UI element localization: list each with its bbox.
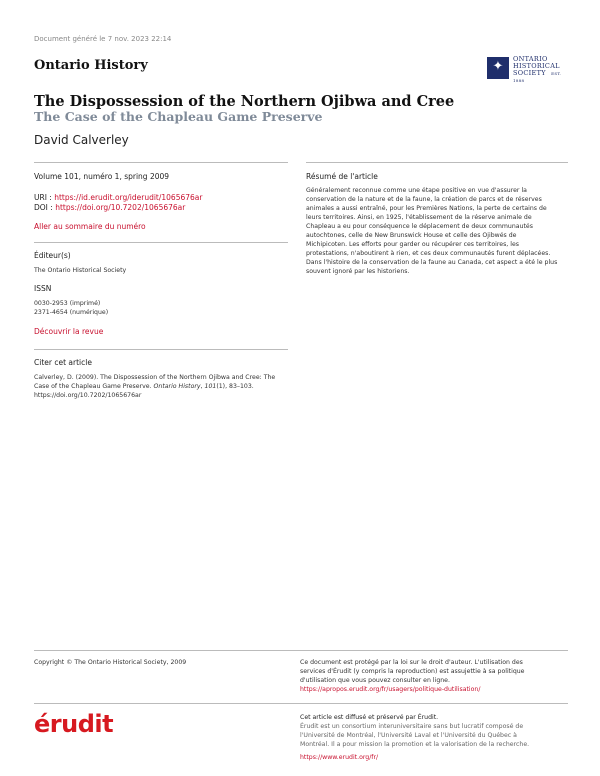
citation-text (34, 373, 294, 400)
citation-line-1: Calverley, D. (2009). The Dispossession of the Northern Ojibwa and Cree: The (34, 374, 276, 381)
divider-publisher (34, 242, 288, 243)
discover-journal-link[interactable]: Découvrir la revue (34, 327, 104, 336)
logo-line-1: ONTARIO (513, 55, 548, 63)
logo-line-2: HISTORICAL (513, 62, 560, 70)
citation-part-a: Case of the Chapleau Game Preserve. (34, 383, 154, 390)
logo-text (513, 56, 569, 84)
rights-line-3: d'utilisation que vous pouvez consulter en ligne. (300, 677, 450, 684)
resume-line: autochtones, celle de New Brunswick House et celle des Ojibwés de (306, 232, 517, 239)
divider-right-top (306, 162, 568, 163)
ontario-historical-society-logo (487, 55, 569, 83)
uri-line (34, 193, 202, 202)
diffusion-line-4: Montréal. Il a pour mission la promotion et la valorisation de la recherche. (300, 741, 530, 748)
resume-line: souvent ignoré par les historiens. (306, 268, 410, 275)
citation-line-2 (34, 382, 294, 391)
copyright: Copyright © The Ontario Historical Society, 2009 (34, 659, 187, 666)
logo-line-4: EST. 1888 (513, 71, 562, 83)
resume-line: Dans l'histoire de la conservation de la faune au Canada, cet aspect a été le plus (306, 259, 558, 266)
resume-line: Michipicoten. Les efforts pour garder ou récupérer ces territoires, les (306, 241, 519, 248)
journal-name: Ontario History (34, 58, 148, 73)
rights-line-2: services d'Érudit (y compris la reproduction) est assujettie à sa politique (300, 668, 525, 675)
generated-date: Document généré le 7 nov. 2023 22:14 (34, 35, 172, 43)
diffusion-line-1: Cet article est diffusé et préservé par Érudit. (300, 714, 439, 721)
diffusion-notice (300, 713, 570, 762)
erudit-wordmark: érudit (34, 710, 114, 738)
article-subtitle: The Case of the Chapleau Game Preserve (34, 109, 323, 124)
doi-label: DOI : (34, 203, 56, 212)
rights-notice (300, 658, 570, 694)
erudit-logo (34, 710, 113, 738)
diffusion-line-3: l'Université de Montréal, l'Université Laval et l'Université du Québec à (300, 732, 517, 739)
resume-heading: Résumé de l'article (306, 172, 378, 181)
cite-heading: Citer cet article (34, 358, 92, 367)
diffusion-line-2: Érudit est un consortium interuniversitaire sans but lucratif composé de (300, 723, 524, 730)
issn-digital: 2371-4654 (numérique) (34, 309, 109, 316)
resume-line: animales a aussi entraîné, pour les Premières Nations, la perte de certains de (306, 205, 547, 212)
publisher-name: The Ontario Historical Society (34, 267, 127, 274)
star-icon: ✦ (492, 59, 504, 74)
logo-line-3: SOCIETY (513, 69, 546, 77)
resume-text (306, 186, 576, 276)
divider-cite (34, 349, 288, 350)
uri-label: URI : (34, 193, 55, 202)
citation-part-c: (1), 83–103. (216, 383, 254, 390)
resume-line: protestations, n'aboutirent à rien, et ces deux communautés furent déplacées. (306, 250, 551, 257)
doi-link[interactable]: https://doi.org/10.7202/1065676ar (55, 203, 186, 212)
resume-line: conservation de la nature et de la faune, la création de parcs et de réserves (306, 196, 542, 203)
doi-line (34, 203, 185, 212)
issn-print: 0030-2953 (imprimé) (34, 300, 101, 307)
divider-brand (34, 703, 568, 704)
citation-volume: 101 (204, 383, 217, 390)
volume-info: Volume 101, numéro 1, spring 2009 (34, 172, 170, 181)
resume-line: Chapleau a eu pour conséquence le déplacement de deux communautés (306, 223, 533, 230)
issn-heading: ISSN (34, 284, 52, 293)
rights-line-1: Ce document est protégé par la loi sur le droit d'auteur. L'utilisation des (300, 659, 523, 666)
divider-left-top (34, 162, 288, 163)
citation-line-3: https://doi.org/10.7202/1065676ar (34, 392, 142, 399)
logo-emblem-icon (487, 57, 509, 79)
erudit-site-link[interactable]: https://www.erudit.org/fr/ (300, 754, 379, 761)
summary-link[interactable]: Aller au sommaire du numéro (34, 222, 146, 231)
uri-link[interactable]: https://id.erudit.org/iderudit/1065676ar (54, 193, 203, 202)
citation-journal: Ontario History (153, 383, 201, 390)
usage-policy-link[interactable]: https://apropos.erudit.org/fr/usagers/politique-dutilisation/ (300, 686, 481, 693)
citation-part-b: , (200, 383, 205, 390)
publisher-heading: Éditeur(s) (34, 251, 71, 260)
article-author: David Calverley (34, 133, 129, 147)
resume-line: leurs territoires. Ainsi, en 1925, l'établissement de la réserve animale de (306, 214, 532, 221)
resume-line: Généralement reconnue comme une étape positive en vue d'assurer la (306, 187, 527, 194)
article-title: The Dispossession of the Northern Ojibwa and Cree (34, 93, 455, 110)
divider-footer (34, 650, 568, 651)
